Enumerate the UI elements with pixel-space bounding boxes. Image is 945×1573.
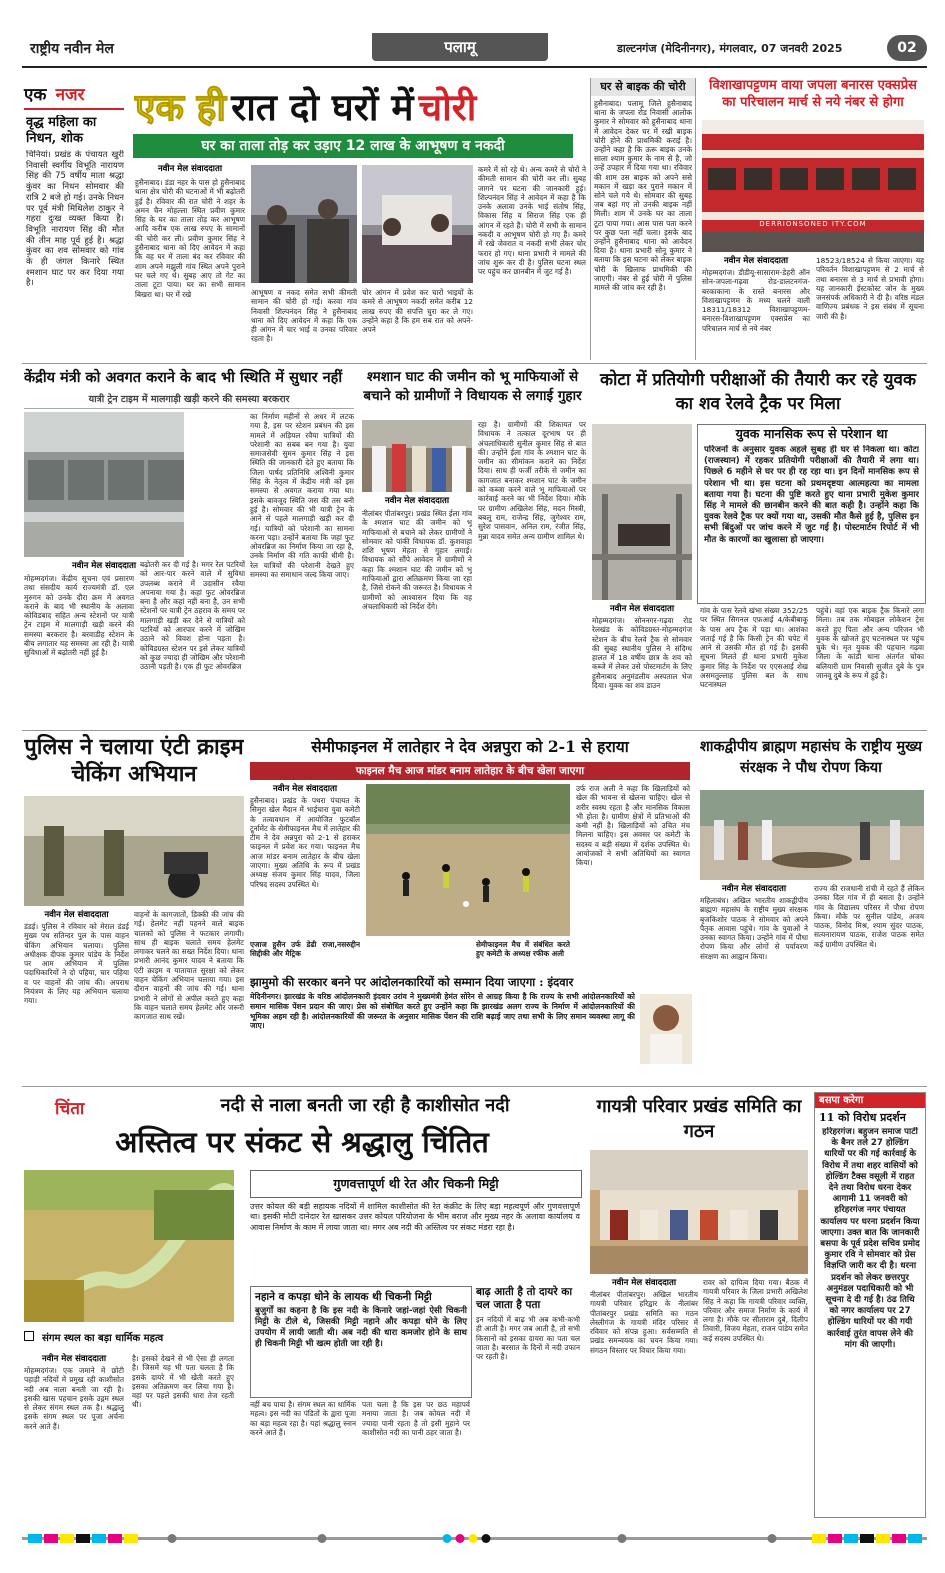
chinta-box-headline: नहाने व कपड़ा धोने के लायक थी चिकनी मिट्टी <box>255 1291 432 1303</box>
chinta-col-4: पता चला है कि इस पर छठ महापर्व मनाया जाता है। जब कोयल नदी में ज्यादा पानी रहता है तो इसी मुहाने पर काशीसोत नदी का पानी ठहर जाता है। <box>362 1400 470 1437</box>
ek-nazar-tag-b: नजर <box>55 85 85 105</box>
semifinal-byline: नवीन मेल संवाददाता <box>272 784 338 794</box>
lead-col-1: हुसैनाबाद। डंडा नहर के पास हो हुसैनाबाद थाना क्षेत्र चोरी की घटनाओं में भी बढ़ोतरी हुई है। रविवार की रात चोरी ने शहर के अमन चैन मोहल्ला स्थित प्रवीण कुमार सिंह के घर का ताला तोड़ कर आभूषण आदि करीब एक लाख रुपए के सामानों की चोरी कर ली। प्रवीण कुमार सिंह ने हुसैनाबाद थाना को दिए आवेदन में कहा कि वह घर में ताला बंद कर रविवार की शाम अपने मझुली गांव स्थित अपने पुराने घर चले गए थे। सुबह आए तो गेट का ताला टूटा पाया। घर का सभी सामान बिखरा था। घर में रखे <box>135 178 245 299</box>
kota-col-2: गांव के पास रेलवे खंभा संख्या 352/25 पर स्थित सिगनल एफ़आई 4/केबीबाकू के पास अप ट्रैक में पड़ा था। आशंका जताई गई है कि किसी ट्रेन की चपेट में आने से उसकी मौत हो गई है। इसकी सूचना मिलते ही थाना प्रभारी मुकेश कुमार सिंह के निर्देश पर एएसआई शेख असमतुल्लाह पुलिस बल के साथ घटनास्थल <box>700 606 808 690</box>
chinta-box-body: बुजुर्गों का कहना है कि इस नदी के किनारे जहां-जहां ऐसी चिकनी मिट्टी के टीले थे, जिसकी मिट्टी नहाने और कपड़ा धोने के लिए उपयोग में लायी जाती थी। अब नदी की धारा कमजोर होने के साथ ही चिकनी मिट्टी भी खत्म होती जा रही है। <box>255 1306 467 1349</box>
kota-col-3: पहुंचे। वहां एक बाइक ट्रैक किनारे लगा मिला। तब तक मोबाइल लोकेशन ट्रेस करते हुए पिता और अन्य परिजन भी युवक के खोजते हुए घटनास्थल पर पहुंच चुके थे। मृत युवक की पहचान गढ़वा जिला के कांडी थाना अंतर्गत चोका बलियारी ग्राम निवासी सुजीत दुबे के पुत्र जानवू दुबे के रूप में हुई है। <box>816 606 924 681</box>
police-photo <box>24 796 244 906</box>
ek-nazar-tag <box>24 82 124 106</box>
chinta-flood-headline: बाढ़ आती है तो दायरे का चल जाता है पता <box>476 1286 573 1311</box>
brahman-photo <box>700 790 924 880</box>
bike-theft-box <box>590 78 696 360</box>
caption-square-icon <box>24 1331 34 1341</box>
chinta-photo <box>24 1170 234 1322</box>
bsp-box <box>814 1092 926 1518</box>
chinta-col-3: नहीं बच पाया है। संगम स्थल का धार्मिक महत्व। इस नदी का पंडितों के द्वारा पूजा का बड़ा महत्व रहा है। यहां श्रद्धालु स्नान करने आते हैं। <box>250 1400 356 1437</box>
train-headline: विशाखापट्टणम वाया जपला बनारस एक्सप्रेस का परिचालन मार्च से नये नंबर से होगा <box>709 78 917 110</box>
chinta-photo-caption <box>24 1326 234 1352</box>
paper-name: राष्ट्रीय नवीन मेल <box>30 41 114 57</box>
train-col-1: मोहम्मदगंज। डीडीयू-सासाराम-डेहरी ऑन सोन-जपला-गढ़वा रोड-डालटनगंज-बरकाकाना के रास्ते बनारस और विशाखापट्टणम के मध्य चलने वाली 18311/18312 विशाखापट्टणम-बनारस-विशाखापट्टणम एक्सप्रेस का परिचालन मार्च से नये नंबर <box>702 268 810 333</box>
chinta-intro: उत्तर कोयल की बड़ी सहायक नदियों में शामिल काशीसोत की रेत कंक्रीट के लिए बड़ा महत्वपूर्ण और गुणवत्तापूर्ण था। इसकी मोटी दानेदार रेत खासकर उत्तर कोयल परियोजना के भीम बराज और मुख्य नहर के अलावा कार्यालय व आवास निर्माण के काम में लाया जाता था। मगर अब नदी की अस्तित्व पर संकट मंडरा रहा है। <box>250 1202 580 1232</box>
lead-headline-a: एक ही <box>135 85 226 129</box>
semifinal-subhead: फाइनल मैच आज मांडर बनाम लातेहार के बीच खेला जाएगा <box>250 762 690 780</box>
chinta-flood-body: इन नदियों में बाढ़ भी अब कभी-कभी ही आती है। मगर जब आती है, तो सभी किसानों को इसका दायरा का पता चल जाता है। बरसात के दिनों में नदी उफान पर रहती है। <box>476 1315 580 1362</box>
bike-theft-headline: घर से बाइक की चोरी <box>591 78 695 96</box>
cremation-byline: नवीन मेल संवाददाता <box>384 496 450 506</box>
police-byline: नवीन मेल संवाददाता <box>44 910 109 920</box>
gayatri-col-2: रावर को दायित्व दिया गया। बैठक में गायत्री परिवार के जिला प्रभारी अखिलेश सिंह ने कहा कि गायत्री परिवार व्यक्ति, परिवार और समाज निर्माण के कार्य में लगा है। मौके पर सीताराम दुबे, दिलीप तिवारी, विजय मेहता, राजन पांडेय समेत कई सदस्य उपस्थित थे। <box>703 1278 808 1343</box>
police-col-2: वाहनों के कागजातों, डिक्की की जांच की गई। हेलमेट नहीं पहनने वाले बाइक चालकों को पुलिस ने फटकार लगायी। साथ ही बाइक चलाते समय हेलमेट लगाकर चलने का सख्त निर्देश दिया। थाना प्रभारी आनंद कुमार यादव ने बताया कि एंटी क्राइम व यातायात सुरक्षा को लेकर वाहन चेकिंग अभियान चलाया गया। इस दौरान वाहनों की जांच की गई। थाना प्रभारी ने लोगों से अपील करते हुए कहा कि वाहन चलाते समय हेलमेट और जरूरी कागजात साथ रखें। <box>134 910 244 1022</box>
section-tab <box>372 33 548 61</box>
lead-photo-left <box>251 165 357 283</box>
footer-bar <box>22 1530 927 1542</box>
lead-photo-right <box>362 165 473 283</box>
hemant-body: मेदिनीनगर। झारखंड के वरिष्ठ आंदोलनकारी इंदवार उरांव ने मुख्यमंत्री हेमंत सोरेन से आग्रह किया है कि राज्य के सभी आंदोलनकारियों को समान मासिक पेंशन प्रदान की जाए। प्रेस को संबोधित करते हुए उन्होंने कहा कि झारखंड अलग राज्य के निर्माण में आंदोलनकारियों की भूमिका अहम रही है। आंदोलनकारियों की जरूरत के अनुसार मासिक पेंशन की राशि बढ़ाई जाए तथा सभी के लिए समान व्यवस्था लागू की जाए। <box>250 992 635 1031</box>
bsp-body: हरिहरगंज। बहुजन समाज पार्टी के बैनर तले 27 होल्डिंग धारियों पर की गई कार्रवाई के विरोध में तथा शहर वासियों को होल्डिंग टैक्स वसूली में राहत देने तथा विरोध धरना देकर आगामी 11 जनवरी को हरिहरगंज नगर पंचायत कार्यालय पर धरना प्रदर्शन किया जाएगा। उक्त बात कि जानकारी बसपा के पूर्व प्रदेश सचिव प्रमोद कुमार रवि ने सोमवार को प्रेस विज्ञप्ति जारी कर दी है। धरना प्रदर्शन को लेकर छत्तरपुर अनुमंडल पदाधिकारी को भी सूचना दे दी गई है। ठंढ तिथि को नगर कार्यालय पर 27 होल्डिंग धारियों पर की गयी कार्रवाई तुरंत वापस लेने की मांग की जाएगी। <box>820 1127 920 1350</box>
semifinal-caption-right: सेमीफाइनल मैच में संबंधित करते हुए कमेटी के अध्यक्ष रफीक अली <box>476 940 570 959</box>
kota-photo <box>592 424 692 600</box>
semifinal-col-1: हुसैनाबाद। प्रखंड के पथरा पंचायत के सिमुरा खेल मैदान में भाईचारा युवा कमेटी के तत्वावधान में आयोजित फुटबॉल टूर्नामेंट के सेमीफाइनल मैच में लातेहार की टीम ने देव अन्नपुरा को 2-1 से हराकर फाइनल में प्रवेश कर गया। फाइनल मैच आज मांडर बनाम लातेहार के बीच खेला जाएगा। मुख्य अतिथि के रूप में प्रखंड अध्यक्ष संजय कुमार सिंह यादव, जिला परिषद सदस्य उपस्थित थे। <box>250 796 360 889</box>
minister-photo <box>24 412 184 557</box>
ek-nazar-tag-a: एक <box>24 85 47 105</box>
gayatri-col-1: नीलांबर पीतांबरपुर। अखिल भारतीय गायत्री परिवार हरिद्वार के नीलांबर पीतांबरपुर प्रखंड समिति का गठन लेस्लीगंज के गायत्री मंदिर परिसर में रविवार को संपन्न हुआ। सर्वसम्मति से प्रखंड समन्वयक का चयन किया गया। संगठन विस्तार पर विचार किया गया। <box>590 1290 698 1355</box>
chinta-headline-main: अस्तित्व पर संकट से श्रद्धालु चिंतित <box>115 1125 489 1159</box>
chinta-box <box>250 1286 472 1398</box>
police-col-1: डंडई। पुलिस ने रविवार को मेराल डंडई मुख्य पथ सतिन्दर पुल के पास वाहन चेकिंग अभियान चलाया। पुलिस अधीक्षक दीपक कुमार पांडेय के निर्देश पर आम अभियान में पुलिस पदाधिकारियों ने दो पहिया, चार पहिया व पर वाहनों की जांच की। अपराध नियंत्रण के लिए यह अभियान चलाया गया। <box>24 922 129 1006</box>
page-number: 02 <box>887 35 927 61</box>
chinta-subhead: गुणवत्तापूर्ण थी रेत और चिकनी मिट्टी <box>250 1170 582 1198</box>
bike-theft-body: हुसैनाबाद। पलामू जिले हुसैनाबाद थाना के जपला रोड निवासी आलोक कुमार ने सोमवार को हुसैनाबाद थाना में आवेदन देकर घर में रखी बाइक चोरी होने की प्राथमिकी कराई है। उन्होंने कहा है कि ऊरू बाइक उनके साला श्याम कुमार के नाम से है, जो उन्हें उपहार में दिया गया था। रविवार की शाम उस बाइक को अपने ससे मकान में खड़ा कर पुराने मकान में सोने चले गये थे। सोमवार की सुबह जब बहां गए तो उनकी बाइक नहीं मिली। शाम में उनके घर का ताला टूटा पाया गया। आस पास पता करने पर कुछ पता नहीं चला। इसके बाद उन्होंने हुसैनाबाद थाना को आवेदन दिया है। थाना प्रभारी सोनू कुमार ने बताया कि इस घटना को लेकर बाइक चोरी के खिलाफ प्राथमिकी की जाएगी। नंबर से हुई चोरी में पुलिस मामले की जांच कर रही है। <box>594 99 692 293</box>
kota-box <box>697 424 926 604</box>
cremation-col-2: रहा है। ग्रामीणों की शिकायत पर विधायक ने तत्काल दूरभाष पर ही अंचलाधिकारी सुनील कुमार सिंह से बात की। उन्होंने ईला गांव के श्मशान घाट के जमीन का सीमांकन कराने का निर्देश दिया। साथ ही फर्जी तरीके से जमीन का कागजात बनाकर श्मशान घाट के जमीन को कब्जा करने वाले भू माफियाओं पर कार्रवाई करने का भी निर्देश दिया। मौके पर ग्रामीण अखिलेश सिंह, मदन मिस्त्री, बबलू राम, राजेन्द्र सिंह, जुगेश्वर राम, सुरेश पासवान, अनिल राम, रंजीत सिंह, मुन्ना यादव समेत अन्य ग्रामीण शामिल थे। <box>478 420 586 541</box>
row3-rule <box>22 1086 927 1087</box>
minister-col-1: मोहम्मदगंज। केंद्रीय सूचना एवं प्रसारण तथा संसदीय कार्य राज्यमंत्री डॉ. एल मुरुगन को उनके दौरा क्रम में अवगत कराने के बाद भी स्थानीय के अलावा कोविडबाद सहित अन्य स्टेशनों पर यात्री ट्रेन टाइम में मालगाड़ी खड़ी करने की समस्या बरकरार है। बरवाडीह स्टेशन के बीच लगातार यह समस्या आ रही है। यात्री सुविधाओं में बढ़ोतरी नहीं हुई है। <box>24 574 134 658</box>
semifinal-caption-left: एजाज हुसैन उर्फ डेढी राजा,नसरुद्दीन सिद्दीकी और मैट्रिक <box>250 940 360 959</box>
lead-subhead-bar: घर का ताला तोड़ कर उड़ाए 12 लाख के आभूषण व नकदी <box>133 134 573 158</box>
dateline: डाल्टनगंज (मेदिनीनगर), मंगलवार, 07 जनवरी 2025 <box>617 42 843 55</box>
chinta-col-1: मोहम्मदगंज। एक जमाने में छोटी पहाड़ी नदियों में प्रमुख रही काशीसोत नदी अब नाला बनती जा रही है। इसकी खास पहचान इसके उद्गम स्थल से लेकर संगम स्थल तक है। श्रद्धालु इसके संगम स्थल पर पूजा अर्चना करने आते हैं। <box>24 1366 124 1431</box>
train-col-2: 18523/18524 से किया जाएगा। यह परिवर्तन विशाखापट्टणम से 2 मार्च से तथा बनारस से 3 मार्च से प्रभावी होगा। यह जानकारी ईस्टकोस्ट जोन के मुख्य जनसंपर्क अधिकारी ने दी है। वरिष्ठ मंडल वाणिज्य प्रबंधक ने इस संबंध में सूचना जारी की है। <box>816 256 924 321</box>
gayatri-byline: नवीन मेल संवाददाता <box>611 1278 677 1288</box>
gayatri-photo <box>590 1150 808 1274</box>
section-title: पलामू <box>444 38 476 56</box>
chinta-headline-top: नदी से नाला बनती जा रही है काशीसोत नदी <box>220 1095 510 1116</box>
lead-byline: नवीन मेल संवाददाता <box>157 164 223 174</box>
semifinal-col-2: उर्फ राज अली ने कहा कि खिलाड़ियों को खेल की भावना से खेलना चाहिए। खेल से शरीर स्वस्थ रहता है और मानसिक विकास भी होता है। ग्रामीण क्षेत्रों में प्रतिभाओं की कमी नहीं है। खिलाड़ियों को उचित मंच मिलना चाहिए। इस अवसर पर कमेटी के सदस्य व बड़ी संख्या में दर्शक उपस्थित थे। आयोजकों ने सभी अतिथियों का स्वागत किया। <box>576 784 690 868</box>
hemant-portrait <box>640 994 692 1064</box>
brahman-col-1: महिलाबंध। अखिल भारतीय शाकद्वीपीय ब्राह्मण महासंघ के राष्ट्रीय मुख्य संरक्षक बृजकिशोर पाठक ने सोमवार को अपने पैतृक आवास पहुंचे। गांव के युवाओं ने उनका स्वागत किया। उन्होंने गांव में पौधा रोपण किया और लोगों से पर्यावरण संरक्षण का आह्वान किया। <box>700 896 808 961</box>
brahman-col-2: राज्य की राजधानी रांची में रहते हैं लेकिन उनका दिल गांव में ही बसता है। उन्होंने गांव के विद्यालय परिसर में पौधा रोपण किया। मौके पर सुनील पांडेय, अजय पाठक, विनोद मिश्र, श्याम सुंदर पाठक, सत्यनारायण पाठक, राजेश पाठक समेत कई ग्रामीण उपस्थित थे। <box>814 884 924 949</box>
masthead-rule <box>22 66 927 68</box>
semifinal-headline: सेमीफाइनल में लातेहार ने देव अन्नपुरा को 2-1 से हराया <box>311 737 629 756</box>
minister-byline: नवीन मेल संवाददाता <box>71 561 137 571</box>
bsp-tag: बसपा करेगा <box>815 1093 925 1108</box>
minister-subhead: यात्री ट्रेन टाइम में मालगाड़ी खड़ी करने की समस्या बरकरार <box>24 392 354 409</box>
chinta-col-2: है। इसको देखने से भी ऐसा ही लगता है। जिसमें यह भी पता चलता है कि इसके दायरे में भी खेती करते हुए इसका अतिक्रमण कर लिया गया है। वहां पर पहले इसकी धारा तेज रहती थी। <box>132 1354 234 1410</box>
chinta-flood-box <box>476 1286 580 1516</box>
chinta-byline: नवीन मेल संवाददाता <box>41 1354 107 1364</box>
chinta-photo-caption-text: संगम स्थल का बड़ा धार्मिक महत्व <box>42 1333 164 1344</box>
gayatri-headline: गायत्री परिवार प्रखंड समिति का गठन <box>596 1096 802 1142</box>
kota-box-body: परिजनों के अनुसार युवक अहले सुबह ही घर से निकला था। कोटा (राजस्थान) में रहकर प्रतियोगी परीक्षाओं की तैयारी में लगा था। पिछले 6 महीने से घर पर ही रह रहा था। इन दिनों मानसिक रूप से परेशान भी था। इस घटना को प्रथमदृष्टया आत्महत्या का मामला बताया गया है। घटना की पुष्टि करते हुए थाना प्रभारी मुकेश कुमार सिंह ने मामले की छानबीन करने की बात कही है। उन्होंने कहा कि युवक रेलवे ट्रैक पर क्यों गया था, उसकी मौत कैसे हुई है, पुलिस इन सभी बिंदुओं पर जांच करने में जुट गई है। पोस्टमार्टम रिपोर्ट में भी मौत के कारणों का खुलासा हो जाएगा। <box>704 445 919 545</box>
kota-byline: नवीन मेल संवाददाता <box>609 604 675 614</box>
kota-col-1: मोहम्मदगंज। सोननगर-गढ़वा रोड रेलखंड के कोविडग्रस्त-मोहम्मदगंज स्टेशन के बीच रेलवे ट्रैक से सोमवार की सुबह स्थानीय पुलिस ने संदिग्ध हालत में 18 वर्षीय छात्र के शव को कब्जे में लेकर उसे पोस्टमार्टम के लिए हुसैनाबाद अनुमंडलीय अस्पताल भेज दिया। युवक का शव डाउन <box>592 616 692 691</box>
lead-col-4: कमरे में सो रहे थे। अन्य कमरे से चोरों ने कीमती सामान की चोरी कर ली। सुबह जागने पर घटना की जानकारी हुई। शिल्पनंदन सिंह ने आवेदन में कहा है कि उनके अलावा उनके भाई संतोष सिंह, विकास सिंह व सिराज सिंह एक ही आंगन में रहते हैं। चोरी में सभी के सामान नकदी व आभूषण चोरी हो गए हैं। कमरे में रखे जेवरात व नकदी सभी लेकर चोर फरार हो गए। थाना प्रभारी ने मामले की जांच शुरू कर दी है। पुलिस घटना स्थल पर पहुंच कर छानबीन में जुट गई है। <box>478 165 586 277</box>
brahman-byline: नवीन मेल संवाददाता <box>721 884 787 894</box>
cremation-headline: श्मशान घाट की जमीन को भू माफियाओं से बचाने को ग्रामीणों ने विधायक से लगाई गुहार <box>363 369 582 404</box>
lead-headline <box>135 80 615 130</box>
bsp-headline: 11 को विरोध प्रदर्शन <box>819 1111 906 1124</box>
chinta-tag: चिंता <box>55 1099 85 1119</box>
train-photo-watermark: DERRIONSONED ITY.COM <box>759 220 867 228</box>
minister-headline: केंद्रीय मंत्री को अवगत कराने के बाद भी स्थिति में सुधार नहीं <box>24 369 343 386</box>
row2-rule <box>22 730 927 731</box>
lead-headline-b: रात दो घरों में <box>231 85 414 129</box>
semifinal-photo <box>366 784 570 936</box>
lead-headline-c: चोरी <box>418 85 477 129</box>
lead-col-2: आभूषण व नकद समेत सभी कीमती सामान की चोरी हो गई। करवा गांव निवासी शिल्पनंदन सिंह ने हुसैनाबाद थाना को दिए आवेदन में कहा कि एक ही आंगन में चार भाई व उनका परिवार रहता है। <box>251 288 357 344</box>
masthead <box>22 33 927 63</box>
ek-nazar-headline: वृद्ध महिला का निधन, शोक <box>26 115 97 146</box>
cremation-photo <box>362 420 472 492</box>
train-photo <box>702 120 924 252</box>
minister-col-3: का निर्माण महीनों से अधर में लटक गया है, इस पर स्टेशन प्रबंधन की इस मामले में अड़ियल रवैया यात्रियों की परेशानी का सबब बन गया है। युवा समाजसेवी सुमन कुमार सिंह ने इस स्थिति की जानकारी देते हुए बताया कि जिला पार्षद प्रतिनिधि अश्विनी कुमार सिंह के नेतृत्व में केंद्रीय मंत्री को इस समस्या से अवगत कराया गया था। इसके बावजूद स्थिति जस की तस बनी हुई है। सोमवार की भी यात्री ट्रेन के आने से पहले मालगाड़ी खड़ी कर दी गई। यात्रियों को परेशानी का सामना करना पड़ा। उन्होंने बताया कि जहां फुट ओवरब्रिज का निर्माण किया जा रहा है, उनके निर्माण की गति काफी धीमी है। रेल यात्रियों की परेशानी देखते हुए समस्या का समाधान जल्द किया जाए। <box>250 412 354 580</box>
kota-headline: कोटा में प्रतियोगी परीक्षाओं की तैयारी कर रहे युवक का शव रेलवे ट्रैक पर मिला <box>599 370 917 414</box>
ek-nazar-rule <box>24 108 124 110</box>
ek-nazar-body: चिनियां। प्रखंड के पंचायत खुरी निवासी स्वर्गीय विभूति नारायण सिंह की 75 वर्षीय माता श्रद्धा कुंवर का निधन सोमवार की रात्रि 2 बजे हो गई। उनके निधन पर पूर्व मंत्री मिथिलेश ठाकुर ने गहरा दुःख व्यक्त किया है। विभूति नारायण सिंह की मौत की तीन माह पूर्व हुई है। श्रद्धा कुंवर का शव सोमवार को गांव के ही जंगल किनारे स्थित श्मशान घाट पर कर दिया गया है। <box>26 150 124 289</box>
train-byline: नवीन मेल संवाददाता <box>723 256 789 266</box>
hemant-headline: झामुमो की सरकार बनने पर आंदोलनकारियों को सम्मान दिया जाएगा : इंदवार <box>250 975 574 989</box>
minister-col-2: बढ़ोतरी कर दी गई है। मगर रेल पटरियों को आर-पार करने वाले में सुविधा उपलब्ध कराने में उदासीन रवैया अपनाया गया है। कहां फुट ओवरब्रिज बना है और कहां नहीं बना है, उन सभी स्टेशनों पर यात्री ट्रेन ठहराव के समय पर मालगाड़ी खड़ी कर देने से यात्रियों को पटरियों को आरपार करने में जोखिम उठाने को विवश होना पड़ता है। कोविडग्रस्त स्टेशन पर इसे लेकर यात्रियों को कुछ ज्यादा ही जोखिम और परेशानी उठानी पड़ती है। एक ही फुट ओवरब्रिज <box>140 560 245 672</box>
kota-subhead: युवक मानसिक रूप से परेशान था <box>735 426 888 441</box>
row1-rule <box>22 363 927 364</box>
brahman-headline: शाकद्वीपीय ब्राह्मण महासंघ के राष्ट्रीय मुख्य संरक्षक ने पौध रोपण किया <box>699 738 923 776</box>
police-headline: पुलिस ने चलाया एंटी क्राइम चेकिंग अभियान <box>24 734 244 787</box>
lead-col-3: चोर आंगन में प्रवेश कर चारों भाइयों के कमरे से आभूषण नकदी समेत करीब 12 लाख रुपए की संपत्ति चुरा कर ले गए। उन्होंने कहा है कि हम सब रात को अपने-अपने <box>362 288 473 335</box>
cremation-col-1: नीलांबर पीतांबरपुर। प्रखंड स्थित ईला गांव के श्मशान घाट की जमीन को भू माफियाओं से बचाने को लेकर ग्रामीणों ने सोमवार को पांकी विधायक डॉ. कुशवाहा शशि भूषण मेहता से गुहार लगाई। विधायक को सौंपे आवेदन में ग्रामीणों ने कहा कि श्मशान घाट की जमीन को भू माफियाओं द्वारा अतिक्रमण किया जा रहा है, जिसे रोकने की जरूरत है। विधायक ने ग्रामीणों को आश्वासन दिया कि वह अंचलाधिकारी को निर्देश देंगे। <box>362 509 472 611</box>
